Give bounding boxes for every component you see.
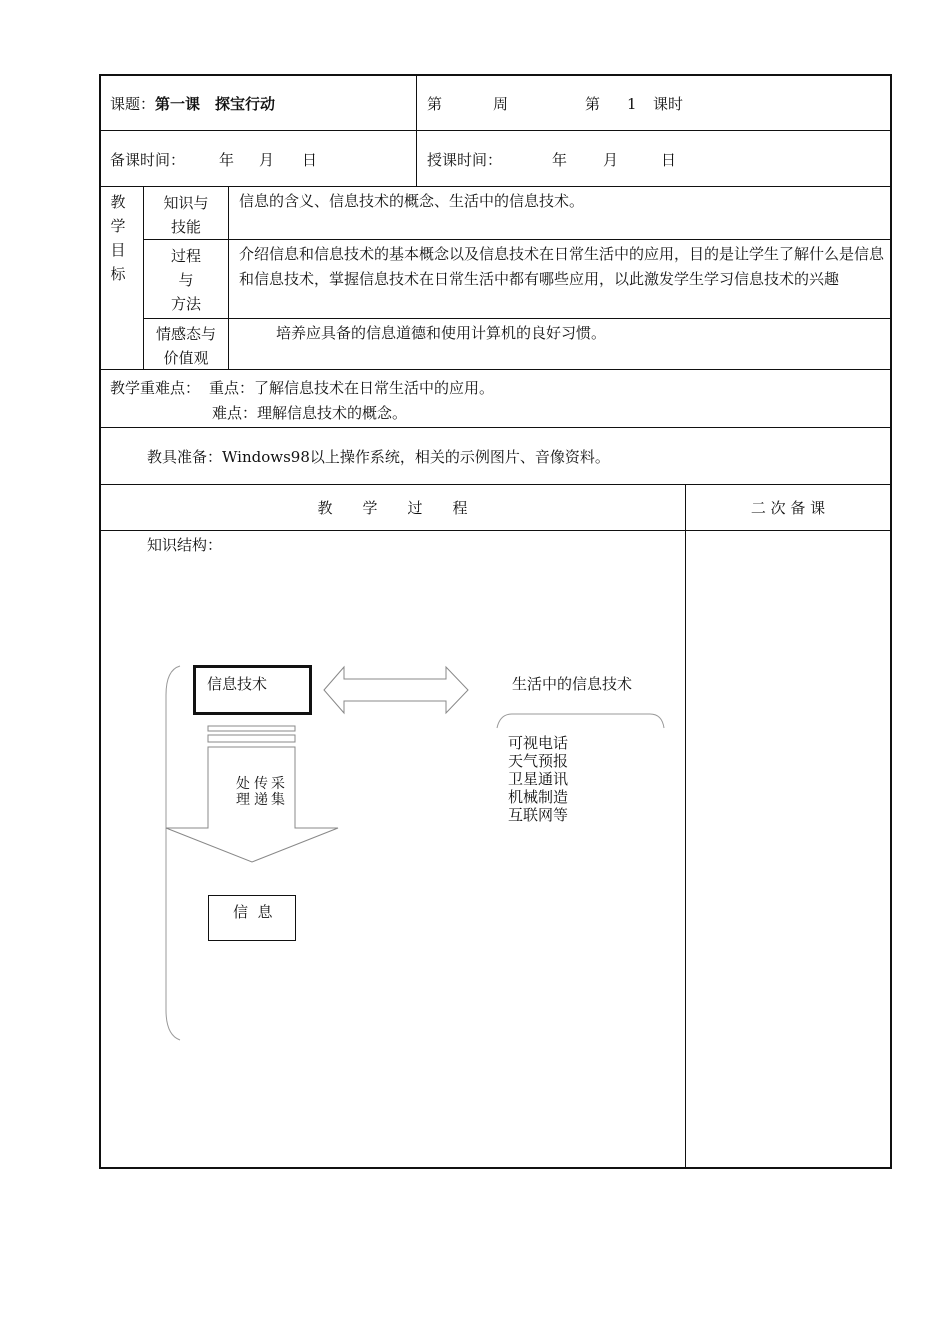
arrow-text-col-1: 采 集 — [271, 776, 285, 808]
example-item: 互联网等 — [508, 806, 569, 824]
prep-month: 月 — [259, 151, 275, 169]
topic-title: 第一课 探宝行动 — [155, 95, 276, 113]
week-label: 第 — [427, 95, 443, 113]
rule-obj-1 — [143, 239, 891, 240]
examples-bracket — [497, 714, 664, 728]
rule-after-keypoints — [99, 427, 892, 428]
topic-label: 课题： — [110, 95, 156, 113]
border-outer-left — [99, 74, 101, 1169]
objective-label-attitude: 情感态与 价值观 — [155, 325, 216, 367]
teach-year: 年 — [552, 151, 568, 169]
rule-after-dates — [99, 186, 892, 187]
border-outer-top — [99, 74, 892, 76]
it-box — [193, 665, 312, 715]
teach-day: 日 — [661, 151, 677, 169]
objective-content-knowledge: 信息的含义、信息技术的概念、生活中的信息技术。 — [239, 192, 585, 210]
key-points-focus: 重点：了解信息技术在日常生活中的应用。 — [209, 379, 495, 397]
it-box-label: 信息技术 — [207, 675, 268, 693]
objective-content-process: 介绍信息和信息技术的基本概念以及信息技术在日常生活中的应用，目的是让学生了解什么是信息和信息技术，掌握信息技术在日常生活中都有哪些应用，以此激发学生学习信息技术的兴趣 — [239, 245, 885, 288]
objective-content-attitude: 培养应具备的信息道德和使用计算机的良好习惯。 — [276, 324, 607, 342]
example-item: 卫星通讯 — [508, 770, 569, 788]
process-header: 教 学 过 程 — [317, 499, 468, 517]
rule-after-header — [99, 130, 892, 131]
key-points-label: 教学重难点： — [110, 379, 201, 397]
life-it-examples — [508, 734, 568, 824]
arrow-bar-1 — [208, 726, 295, 731]
topic-line — [110, 94, 275, 114]
objectives-section-label: 教 学 目 标 — [110, 193, 126, 283]
life-it-label: 生活中的信息技术 — [512, 675, 633, 693]
col-objective-label — [228, 186, 229, 370]
down-arrow — [166, 747, 338, 862]
arrow-text-col-3: 处 理 — [236, 776, 250, 808]
teach-time-label: 授课时间： — [427, 151, 503, 169]
info-box — [208, 895, 296, 941]
double-arrow — [324, 667, 468, 713]
teach-month: 月 — [603, 151, 619, 169]
border-outer-bottom — [99, 1167, 892, 1169]
col-header-divider — [416, 75, 417, 187]
period-number: 1 — [627, 95, 637, 113]
info-box-label: 信 息 — [233, 903, 273, 921]
objective-label-process: 过程 与 方法 — [170, 247, 201, 313]
prep-year: 年 — [219, 151, 235, 169]
objective-label-knowledge: 知识与 技能 — [163, 194, 209, 236]
rule-after-process-header — [99, 530, 892, 531]
key-points-difficulty: 难点：理解信息技术的概念。 — [212, 404, 408, 422]
rule-obj-2 — [143, 318, 891, 319]
second-prep-header: 二 次 备 课 — [750, 499, 826, 517]
rule-after-materials — [99, 484, 892, 485]
knowledge-structure-label: 知识结构： — [147, 536, 223, 554]
example-item: 天气预报 — [508, 752, 569, 770]
prep-day: 日 — [302, 151, 318, 169]
materials-text: 教具准备：Windows98以上操作系统，相关的示例图片、音像资料。 — [147, 448, 610, 466]
prep-time-label: 备课时间： — [110, 151, 186, 169]
example-item: 机械制造 — [508, 788, 569, 806]
col-process-divider — [685, 484, 686, 1168]
example-item: 可视电话 — [508, 734, 569, 752]
arrow-text-col-2: 传 递 — [254, 776, 268, 808]
arrow-bar-2 — [208, 735, 295, 742]
week-unit: 周 — [493, 95, 509, 113]
period-label: 第 — [585, 95, 601, 113]
left-brace — [166, 666, 180, 1040]
period-unit: 课时 — [653, 95, 684, 113]
